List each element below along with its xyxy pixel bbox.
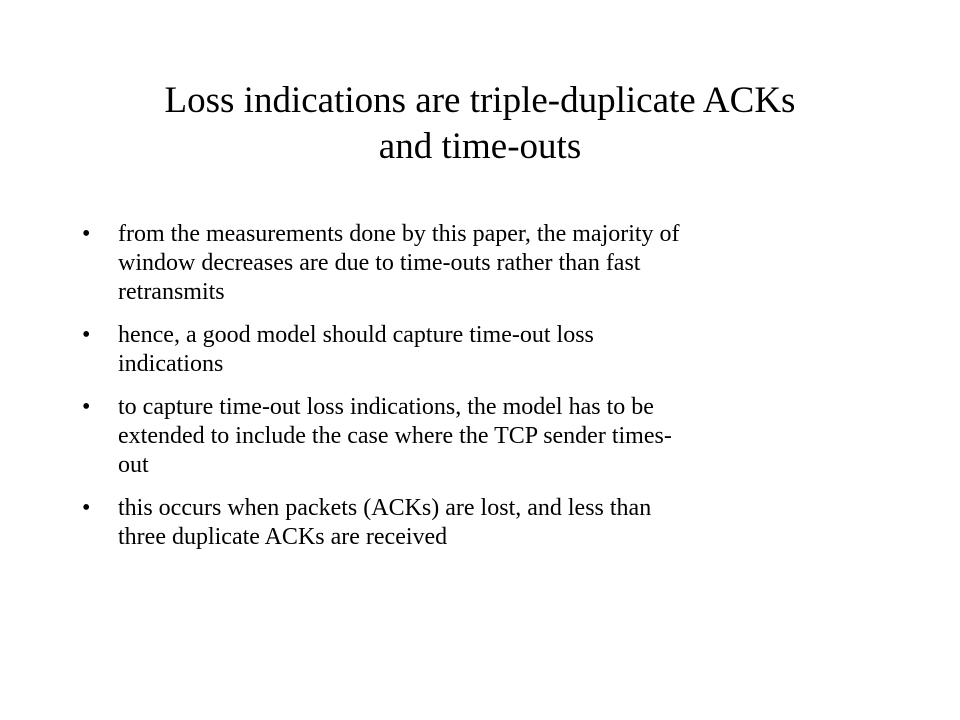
bullet-list <box>82 220 882 566</box>
bullet-line: from the measurements done by this paper, the majority of <box>118 221 680 247</box>
bullet-icon: • <box>82 394 91 420</box>
bullet-line: window decreases are due to time-outs rather than fast <box>118 250 641 276</box>
bullet-item <box>82 494 882 552</box>
bullet-icon: • <box>82 495 91 521</box>
bullet-item <box>82 220 882 307</box>
bullet-icon: • <box>82 322 91 348</box>
bullet-line: retransmits <box>118 279 225 305</box>
slide-title-line: and time-outs <box>378 126 582 167</box>
bullet-line: indications <box>118 351 224 377</box>
bullet-icon: • <box>82 221 91 247</box>
slide-title-line: Loss indications are triple-duplicate ACKs <box>164 80 796 121</box>
bullet-line: out <box>118 452 149 478</box>
bullet-line: three duplicate ACKs are received <box>118 524 448 550</box>
bullet-item <box>82 393 882 480</box>
slide-title <box>60 78 900 170</box>
bullet-line: extended to include the case where the TCP sender times- <box>118 423 672 449</box>
bullet-item <box>82 321 882 379</box>
bullet-line: to capture time-out loss indications, the model has to be <box>118 394 654 420</box>
bullet-line: this occurs when packets (ACKs) are lost, and less than <box>118 495 652 521</box>
bullet-line: hence, a good model should capture time-out loss <box>118 322 594 348</box>
